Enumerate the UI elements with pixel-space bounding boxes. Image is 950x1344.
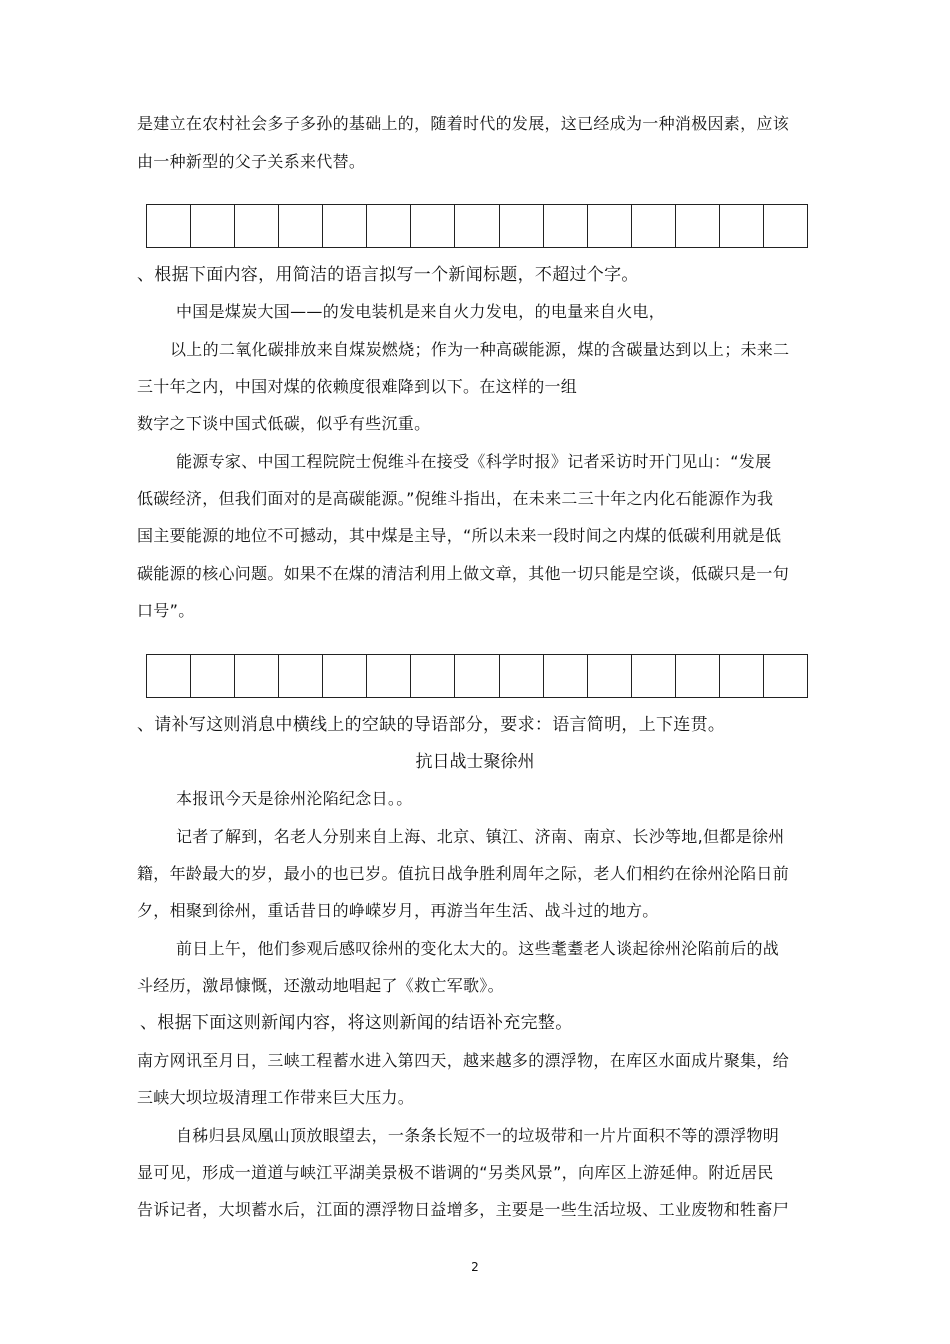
question-prompt: 、根据下面这则新闻内容，将这则新闻的结语补充完整。 (140, 1013, 573, 1033)
passage-line: 告诉记者，大坝蓄水后，江面的漂浮物日益增多，主要是一些生活垃圾、工业废物和牲畜尸 (137, 1200, 790, 1219)
passage-line: 记者了解到，名老人分别来自上海、北京、镇江、济南、南京、长沙等地,但都是徐州 (176, 827, 785, 846)
passage-line: 低碳经济，但我们面对的是高碳能源。”倪维斗指出，在未来二三十年之内化石能源作为我 (137, 489, 774, 508)
grid-cell (764, 655, 808, 697)
grid-cell (367, 655, 411, 697)
passage-line: 碳能源的核心问题。如果不在煤的清洁利用上做文章，其他一切只能是空谈，低碳只是一句 (137, 564, 790, 583)
grid-cell (323, 655, 367, 697)
passage-line: 本报讯今天是徐州沦陷纪念日。。 (176, 789, 413, 808)
passage-line: 数字之下谈中国式低碳，似乎有些沉重。 (137, 414, 431, 433)
grid-cell (147, 655, 191, 697)
passage-line: 自秭归县凤凰山顶放眼望去，一条条长短不一的垃圾带和一片片面积不等的漂浮物明 (176, 1126, 780, 1145)
grid-cell (279, 205, 323, 247)
grid-cell (411, 205, 455, 247)
grid-cell (676, 655, 720, 697)
passage-line: 中国是煤炭大国——的发电装机是来自火力发电，的电量来自火电， (176, 302, 666, 321)
grid-cell (676, 205, 720, 247)
passage-line: 斗经历，激昂慷慨，还激动地唱起了《救亡军歌》。 (137, 976, 504, 995)
grid-cell (588, 205, 632, 247)
news-title: 抗日战士聚徐州 (415, 752, 535, 772)
grid-cell (720, 205, 764, 247)
grid-cell (455, 655, 499, 697)
passage-line: 口号”。 (137, 601, 195, 620)
passage-line: 三峡大坝垃圾清理工作带来巨大压力。 (137, 1088, 415, 1107)
paragraph-line: 是建立在农村社会多子多孙的基础上的，随着时代的发展，这已经成为一种消极因素，应该 (137, 114, 790, 133)
grid-cell (632, 655, 676, 697)
grid-cell (455, 205, 499, 247)
grid-cell (500, 655, 544, 697)
passage-line: 前日上午，他们参观后感叹徐州的变化太大的。这些耄耋老人谈起徐州沦陷前后的战 (176, 939, 780, 958)
passage-line: 国主要能源的地位不可撼动，其中煤是主导，“所以未来一段时间之内煤的低碳利用就是低 (137, 526, 782, 545)
grid-cell (191, 205, 235, 247)
grid-cell (191, 655, 235, 697)
page-number: 2 (471, 1260, 479, 1274)
grid-cell (720, 655, 764, 697)
passage-line: 南方网讯至月日，三峡工程蓄水进入第四天，越来越多的漂浮物，在库区水面成片聚集，给 (137, 1051, 790, 1070)
grid-cell (147, 205, 191, 247)
passage-line: 能源专家、中国工程院院士倪维斗在接受《科学时报》记者采访时开门见山：“发展 (176, 452, 772, 471)
grid-cell (367, 205, 411, 247)
passage-line: 以上的二氧化碳排放来自煤炭燃烧；作为一种高碳能源，煤的含碳量达到以上；未来二 (170, 340, 790, 359)
grid-cell (544, 205, 588, 247)
question-prompt: 、根据下面内容，用简洁的语言拟写一个新闻标题，不超过个字。 (137, 265, 639, 285)
grid-cell (632, 205, 676, 247)
passage-line: 显可见，形成一道道与峡江平湖美景极不谐调的“另类风景”，向库区上游延伸。附近居民 (137, 1163, 774, 1182)
answer-grid (146, 654, 808, 698)
grid-cell (764, 205, 808, 247)
passage-line: 籍，年龄最大的岁，最小的也已岁。值抗日战争胜利周年之际，老人们相约在徐州沦陷日前 (137, 864, 790, 883)
passage-line: 夕，相聚到徐州，重话昔日的峥嵘岁月，再游当年生活、战斗过的地方。 (137, 901, 659, 920)
grid-cell (500, 205, 544, 247)
grid-cell (279, 655, 323, 697)
answer-grid (146, 204, 808, 248)
grid-cell (544, 655, 588, 697)
grid-cell (323, 205, 367, 247)
question-prompt: 、请补写这则消息中横线上的空缺的导语部分，要求：语言简明，上下连贯。 (137, 715, 726, 735)
paragraph-line: 由一种新型的父子关系来代替。 (137, 152, 366, 171)
grid-cell (235, 655, 279, 697)
grid-cell (235, 205, 279, 247)
grid-cell (411, 655, 455, 697)
grid-cell (588, 655, 632, 697)
passage-line: 三十年之内，中国对煤的依赖度很难降到以下。在这样的一组 (137, 377, 578, 396)
